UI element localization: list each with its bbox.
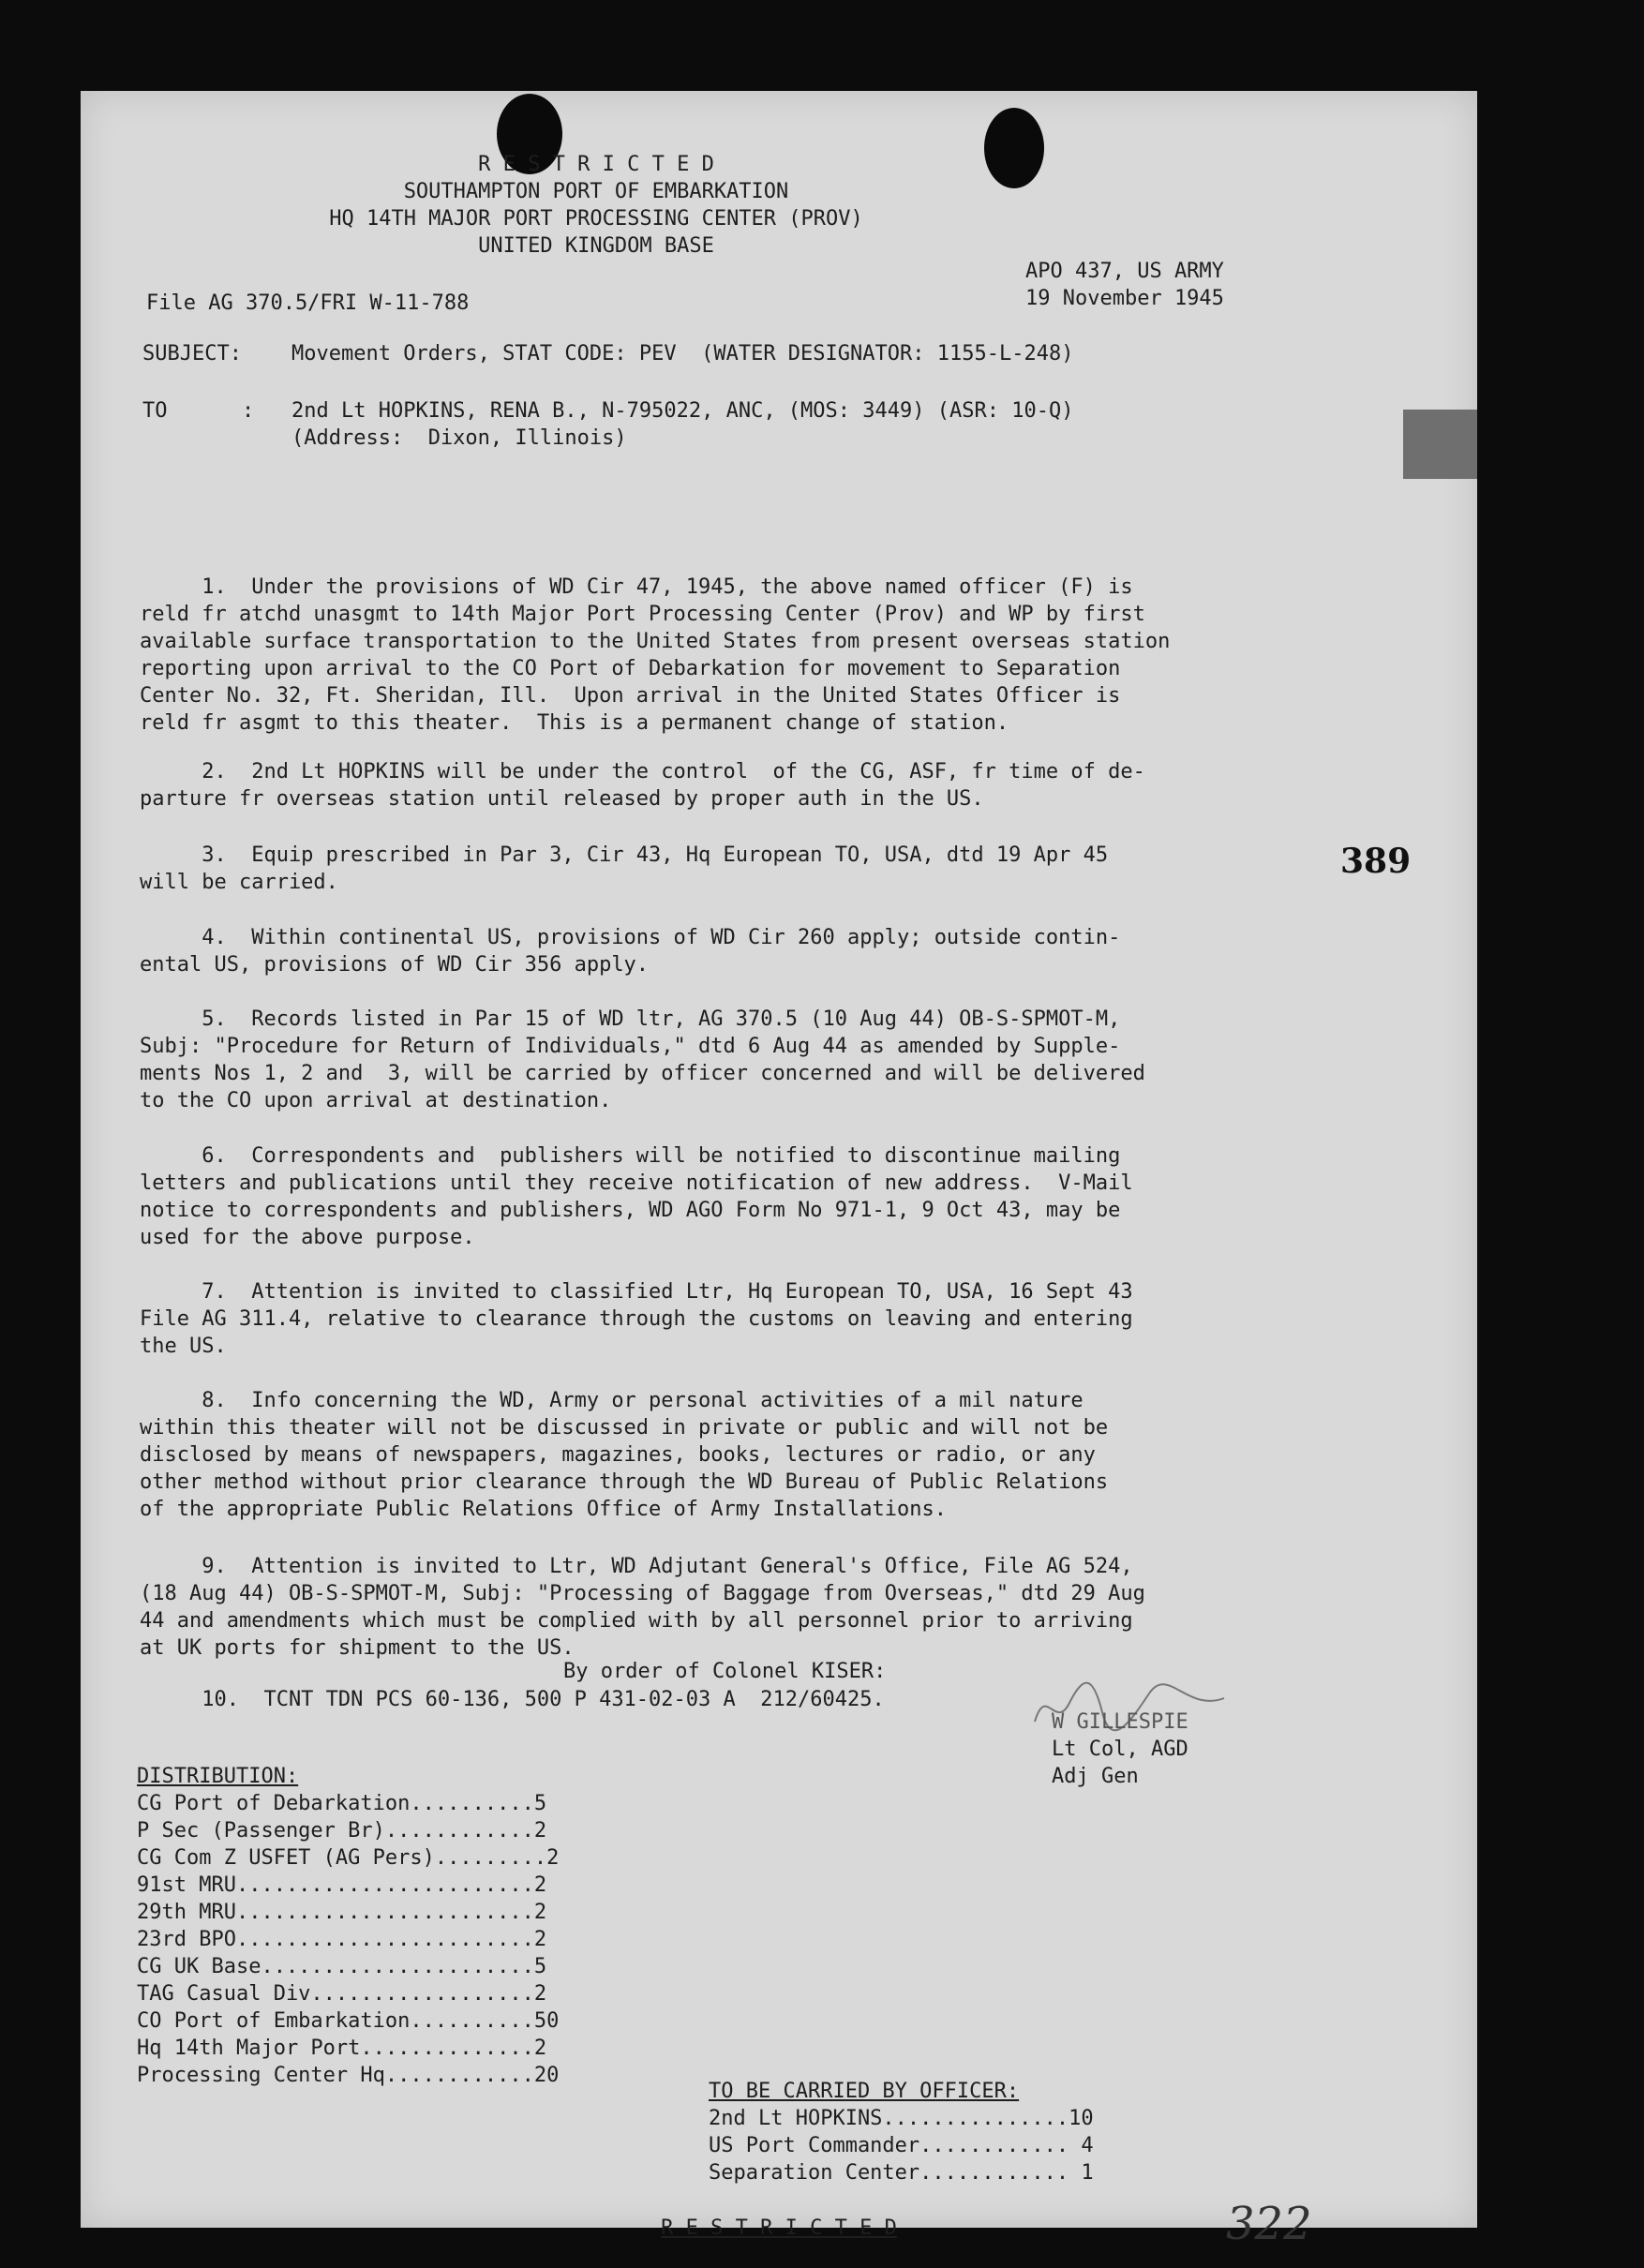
paragraph-line: available surface transportation to the United States from present overseas station: [140, 630, 1171, 653]
to-label: TO :: [142, 399, 255, 423]
paragraph-line: (18 Aug 44) OB-S-SPMOT-M, Subj: "Processing of Baggage from Overseas," dtd 29 Aug: [140, 1582, 1145, 1605]
distribution-list: [137, 1763, 559, 2089]
paragraph-3: [140, 842, 1424, 896]
paragraph-line: the US.: [140, 1335, 227, 1358]
date-line: 19 November 1945: [1025, 287, 1224, 310]
paragraph-4: [140, 924, 1424, 978]
carried-by-title: TO BE CARRIED BY OFFICER:: [709, 2080, 1020, 2103]
distribution-row: Processing Center Hq............20: [137, 2064, 560, 2087]
classification-header: R E S T R I C T E D: [478, 153, 714, 176]
subject-text: Movement Orders, STAT CODE: PEV (WATER DESIGNATOR: 1155-L-248): [291, 342, 1074, 366]
subject-label: SUBJECT:: [142, 342, 242, 366]
paragraph-9: [140, 1553, 1424, 1662]
paragraph-line: 44 and amendments which must be complied with by all personnel prior to arriving: [140, 1609, 1133, 1633]
apo-line: APO 437, US ARMY: [1025, 260, 1224, 283]
carried-by-row: 2nd Lt HOPKINS...............10: [709, 2107, 1094, 2130]
stamped-number: 389: [1340, 842, 1412, 881]
paragraph-7: [140, 1278, 1424, 1360]
distribution-row: CG Com Z USFET (AG Pers).........2: [137, 1846, 560, 1870]
distribution-row: CG UK Base......................5: [137, 1955, 547, 1978]
paragraph-8: [140, 1387, 1424, 1523]
paragraph-line: letters and publications until they receive notification of new address. V-Mail: [140, 1171, 1133, 1195]
paragraph-line: other method without prior clearance through the WD Bureau of Public Relations: [140, 1470, 1109, 1494]
paragraph-line: ental US, provisions of WD Cir 356 apply.: [140, 953, 650, 977]
file-number: File AG 370.5/FRI W-11-788: [146, 291, 470, 315]
org-line-2: HQ 14TH MAJOR PORT PROCESSING CENTER (PROV): [329, 207, 863, 231]
by-order-line: By order of Colonel KISER:: [563, 1660, 887, 1683]
distribution-row: 29th MRU........................2: [137, 1901, 547, 1924]
document-page: [81, 91, 1477, 2250]
paragraph-line: reld fr asgmt to this theater. This is a permanent change of station.: [140, 711, 1009, 735]
paragraph-line: File AG 311.4, relative to clearance through the customs on leaving and entering: [140, 1307, 1133, 1331]
to-address: (Address: Dixon, Illinois): [291, 426, 627, 450]
paragraph-line: 10. TCNT TDN PCS 60-136, 500 P 431-02-03 A 212/60425.: [140, 1688, 885, 1711]
paragraph-line: Center No. 32, Ft. Sheridan, Ill. Upon arrival in the United States Officer is: [140, 684, 1121, 708]
paragraph-line: reporting upon arrival to the CO Port of Debarkation for movement to Separation: [140, 657, 1121, 680]
org-line-3: UNITED KINGDOM BASE: [478, 234, 714, 258]
paragraph-line: 4. Within continental US, provisions of WD Cir 260 apply; outside contin-: [140, 926, 1121, 949]
paragraph-line: 2. 2nd Lt HOPKINS will be under the control of the CG, ASF, fr time of de-: [140, 760, 1145, 783]
paragraph-6: [140, 1142, 1424, 1251]
distribution-row: Hq 14th Major Port..............2: [137, 2037, 547, 2060]
paragraph-line: 1. Under the provisions of WD Cir 47, 1945, the above named officer (F) is: [140, 575, 1133, 599]
carried-by-list: [709, 2078, 1094, 2186]
distribution-row: CG Port of Debarkation..........5: [137, 1792, 547, 1815]
paragraph-line: ments Nos 1, 2 and 3, will be carried by officer concerned and will be delivered: [140, 1062, 1145, 1085]
distribution-row: 23rd BPO........................2: [137, 1928, 547, 1951]
paragraph-1: [140, 574, 1424, 737]
distribution-row: CO Port of Embarkation..........50: [137, 2009, 560, 2033]
distribution-title: DISTRIBUTION:: [137, 1765, 299, 1788]
paragraph-5: [140, 1006, 1424, 1114]
paragraph-line: parture fr overseas station until released by proper auth in the US.: [140, 787, 984, 811]
paragraph-line: 3. Equip prescribed in Par 3, Cir 43, Hq European TO, USA, dtd 19 Apr 45: [140, 843, 1109, 867]
paragraph-line: disclosed by means of newspapers, magazines, books, lectures or radio, or any: [140, 1443, 1096, 1467]
paragraph-line: 9. Attention is invited to Ltr, WD Adjutant General's Office, File AG 524,: [140, 1555, 1133, 1578]
paragraph-line: used for the above purpose.: [140, 1226, 475, 1249]
classification-footer: R E S T R I C T E D: [661, 2216, 897, 2240]
paragraph-line: Subj: "Procedure for Return of Individuals," dtd 6 Aug 44 as amended by Supple-: [140, 1035, 1121, 1058]
paragraph-line: 5. Records listed in Par 15 of WD ltr, AG 370.5 (10 Aug 44) OB-S-SPMOT-M,: [140, 1007, 1121, 1031]
paragraph-line: to the CO upon arrival at destination.: [140, 1089, 612, 1112]
signer-title: Adj Gen: [1052, 1765, 1139, 1788]
carried-by-row: US Port Commander............ 4: [709, 2134, 1094, 2157]
signer-rank: Lt Col, AGD: [1052, 1738, 1188, 1761]
signer-name: W GILLESPIE: [1052, 1710, 1188, 1734]
paragraph-line: 7. Attention is invited to classified Ltr, Hq European TO, USA, 16 Sept 43: [140, 1280, 1133, 1304]
paragraph-line: 6. Correspondents and publishers will be notified to discontinue mailing: [140, 1144, 1121, 1168]
paragraph-line: at UK ports for shipment to the US.: [140, 1636, 575, 1660]
carried-by-row: Separation Center............ 1: [709, 2161, 1094, 2185]
paragraph-line: will be carried.: [140, 871, 338, 894]
to-addressee: 2nd Lt HOPKINS, RENA B., N-795022, ANC, (MOS: 3449) (ASR: 10-Q): [291, 399, 1074, 423]
paragraph-line: within this theater will not be discussed in private or public and will not be: [140, 1416, 1109, 1440]
memo-body: [81, 91, 1477, 2250]
paragraph-line: notice to correspondents and publishers, WD AGO Form No 971-1, 9 Oct 43, may be: [140, 1199, 1121, 1222]
paragraph-line: reld fr atchd unasgmt to 14th Major Port Processing Center (Prov) and WP by first: [140, 603, 1145, 626]
paragraph-2: [140, 758, 1424, 813]
handwritten-number: 322: [1226, 2198, 1312, 2250]
paragraph-line: of the appropriate Public Relations Office of Army Installations.: [140, 1498, 947, 1521]
org-line-1: SOUTHAMPTON PORT OF EMBARKATION: [403, 180, 789, 203]
distribution-row: TAG Casual Div..................2: [137, 1982, 547, 2006]
distribution-row: P Sec (Passenger Br)............2: [137, 1819, 547, 1843]
paragraph-line: 8. Info concerning the WD, Army or personal activities of a mil nature: [140, 1389, 1084, 1412]
distribution-row: 91st MRU........................2: [137, 1873, 547, 1897]
